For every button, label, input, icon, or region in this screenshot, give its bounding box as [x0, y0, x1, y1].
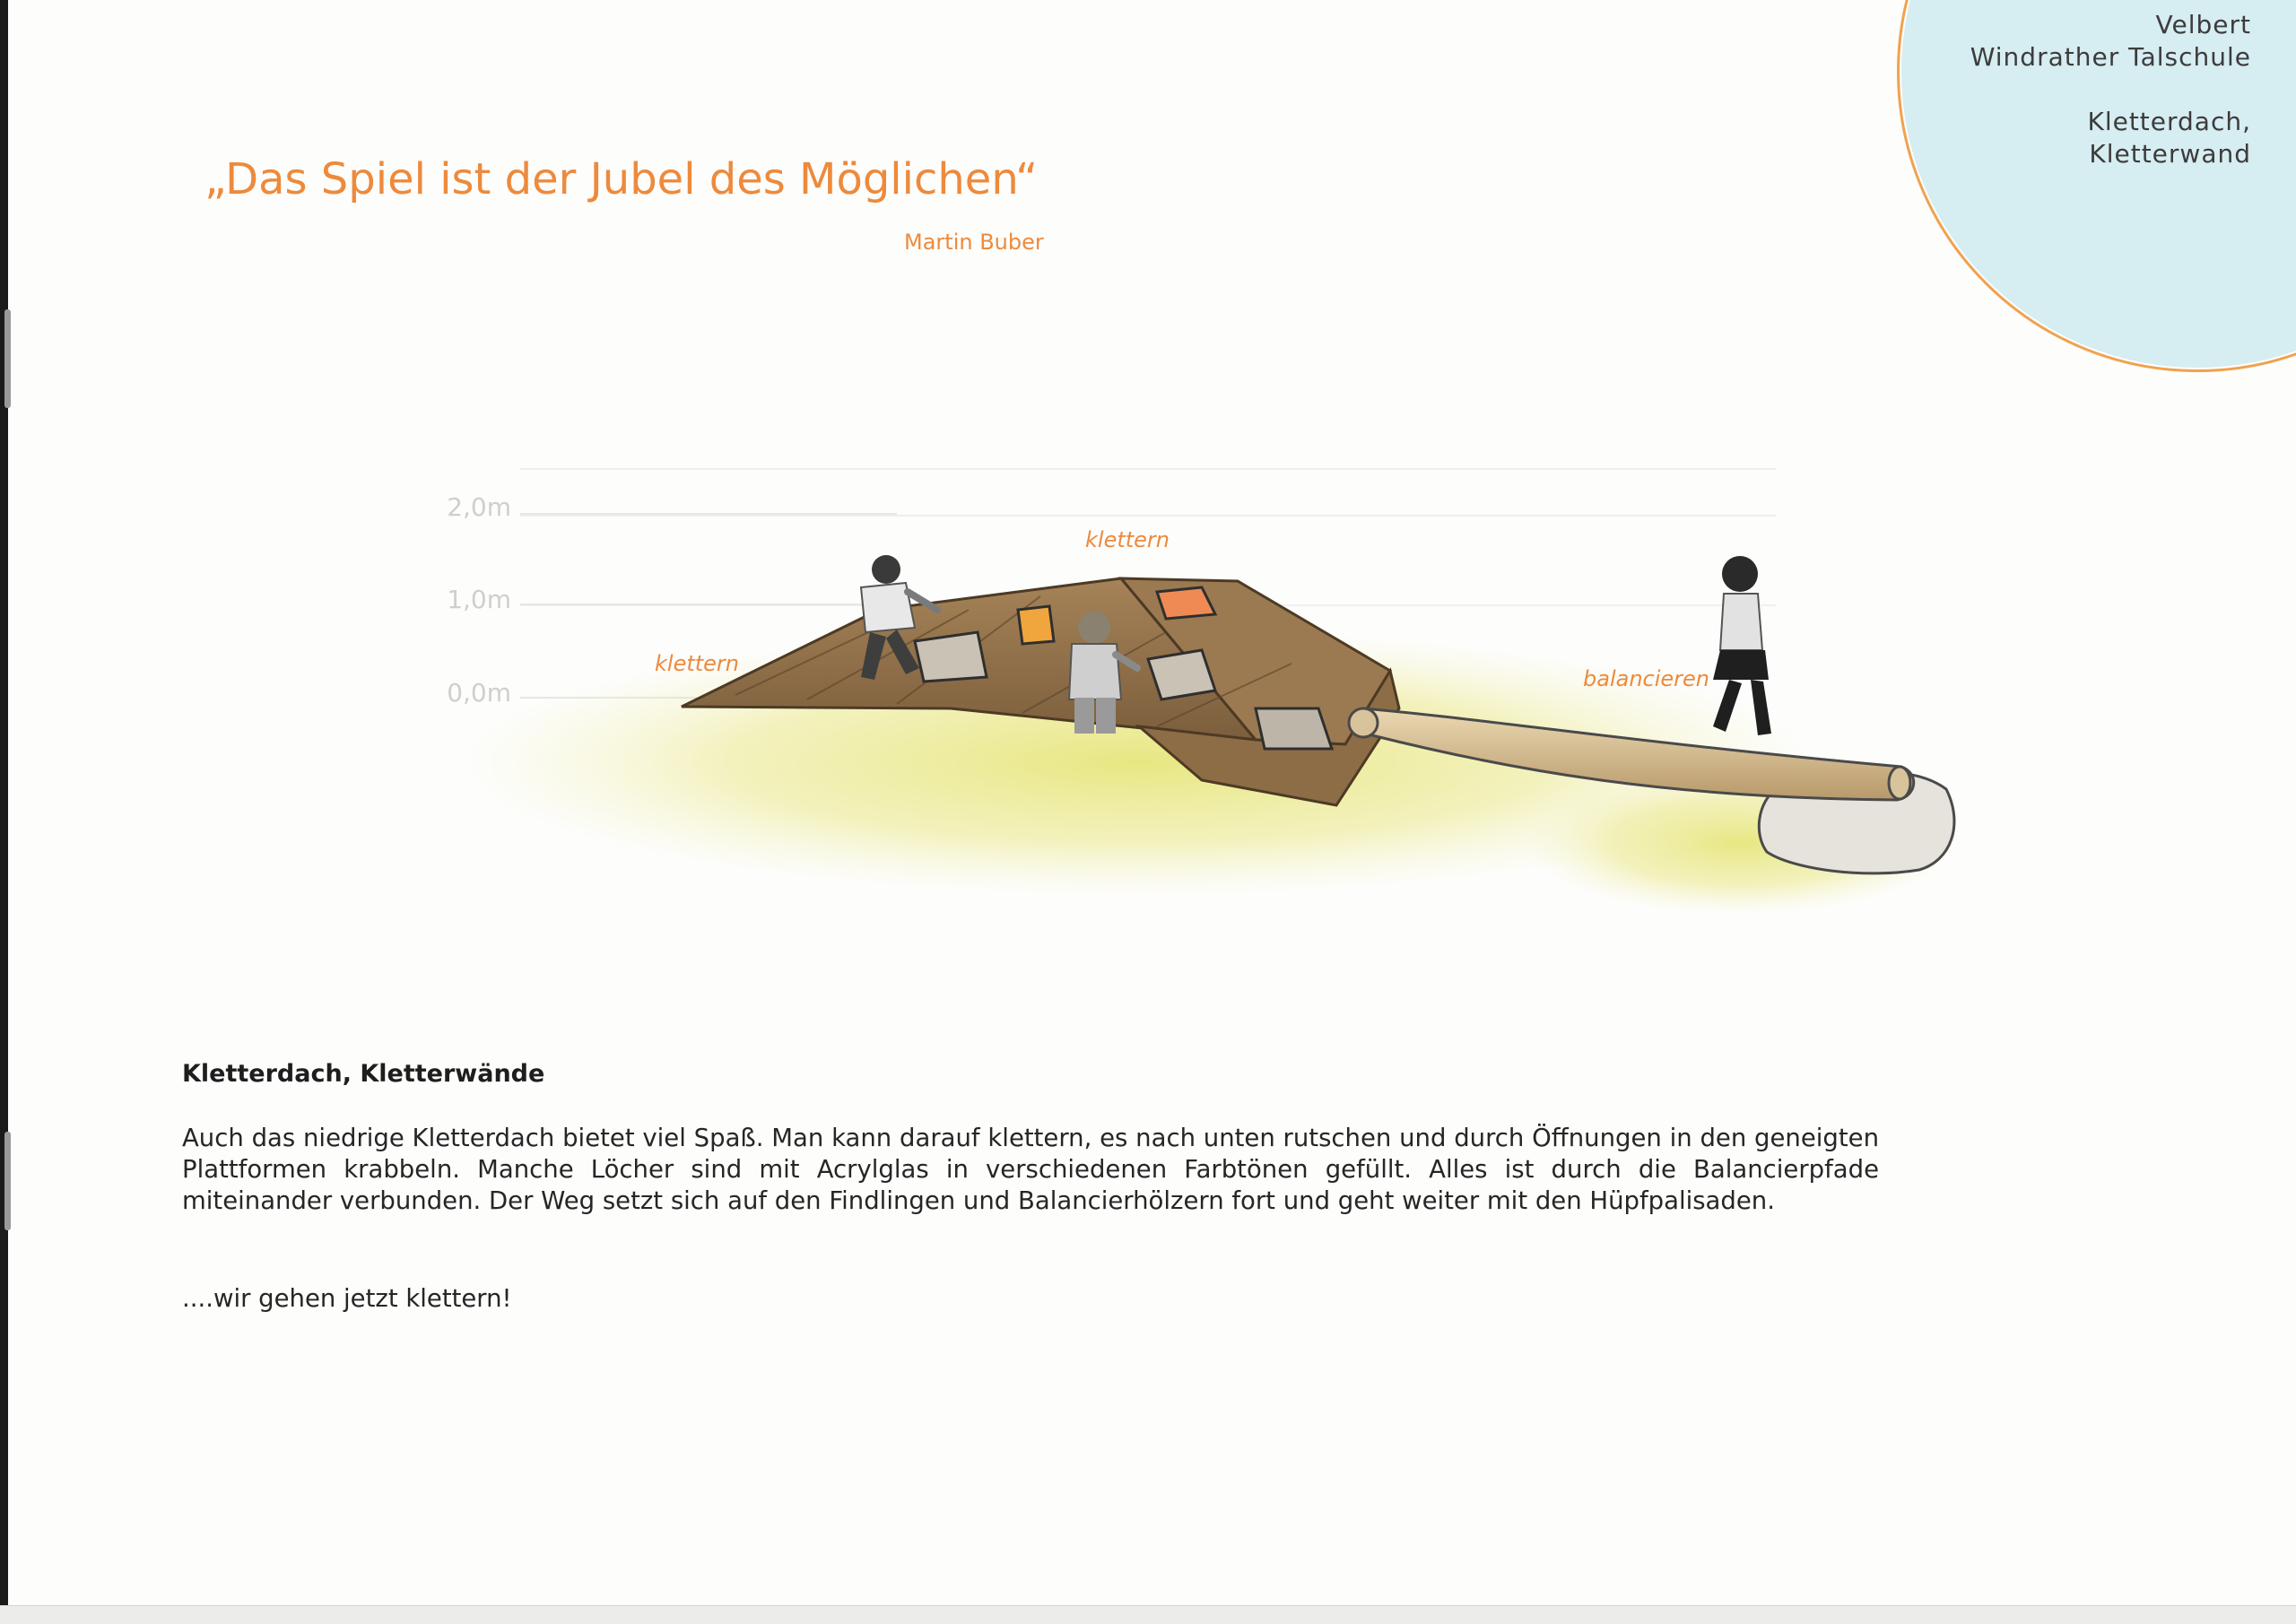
label-balancieren: balancieren [1583, 666, 1709, 691]
staple-bottom [4, 1132, 11, 1230]
log-end [1349, 708, 1378, 737]
corner-school: Windrather Talschule [1970, 42, 2251, 72]
log-end-right [1889, 767, 1910, 799]
scale-label-0m: 0,0m [447, 678, 511, 708]
quote-title: „Das Spiel ist der Jubel des Möglichen“ [204, 154, 1039, 204]
quote-author: Martin Buber [904, 230, 1044, 255]
roof-opening-1 [915, 632, 987, 682]
closing-line: ....wir gehen jetzt klettern! [182, 1284, 512, 1313]
label-klettern-top: klettern [1085, 527, 1170, 552]
page-bottom-edge [0, 1605, 2296, 1624]
acrylic-window-orange [1018, 606, 1054, 644]
corner-topic-line2: Kletterwand [2089, 139, 2251, 169]
section-heading: Kletterdach, Kletterwände [182, 1060, 545, 1088]
roof-opening-2 [1148, 650, 1215, 699]
label-klettern-left: klettern [655, 651, 739, 676]
corner-topic-line1: Kletterdach, [2087, 107, 2251, 136]
playground-sketch [395, 439, 1991, 986]
scale-label-1m: 1,0m [447, 585, 511, 614]
corner-city: Velbert [2155, 10, 2251, 39]
scale-label-2m: 2,0m [447, 492, 511, 522]
staple-top [4, 309, 11, 408]
section-body: Auch das niedrige Kletterdach bietet viel Spaß. Man kann darauf klettern, es nach unten rutschen und durch Öffnungen in den geneigten Plattformen krabbeln. Manche Löcher sind mit Acrylglas in verschiedenen Farbtönen gefüllt. Alles ist durch die Balancierpfade miteinander verbunden. Der Weg setzt sich auf den Findlingen und Balancierhölzern fort und geht weiter mit den Hüpfpalisaden. [182, 1124, 1879, 1215]
corner-info [1874, 9, 2251, 170]
roof-opening-3 [1256, 708, 1332, 749]
binding-edge [0, 0, 8, 1624]
